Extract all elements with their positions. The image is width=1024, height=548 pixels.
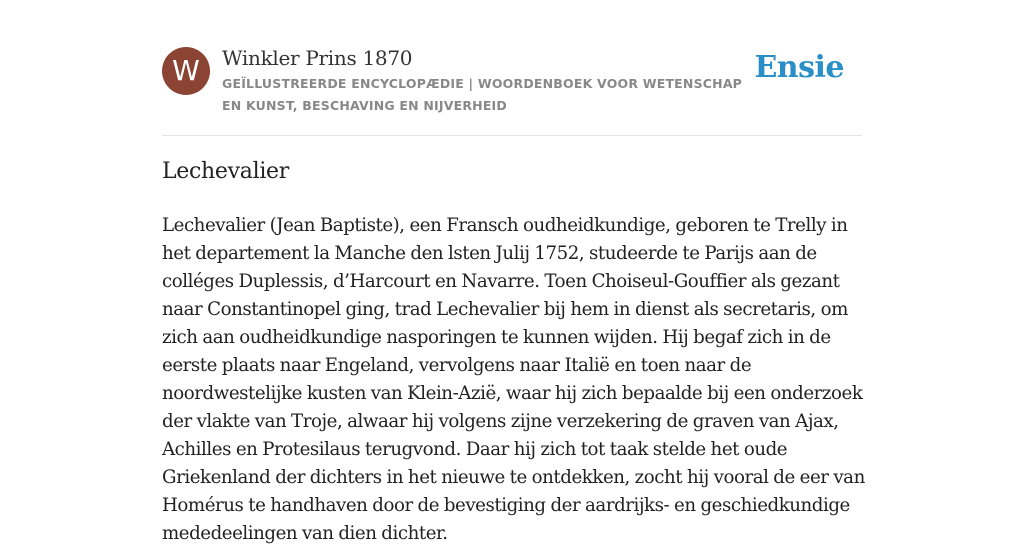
source-subtitle: GEÏLLUSTREERDE ENCYCLOPÆDIE | WOORDENBOEK VOOR WETENSCHAP EN KUNST, BESCHAVING EN NIJVERHEID	[222, 76, 743, 113]
ensie-logo-link[interactable]: Ensie	[754, 50, 844, 85]
source-header	[162, 44, 862, 124]
source-title[interactable]: Winkler Prins 1870	[222, 46, 413, 70]
entry-body: Lechevalier (Jean Baptiste), een Fransch oudheidkundige, geboren te Trelly in het departement la Manche den lsten Julij 1752, studeerde te Parijs aan de colléges Duplessis, d’Harcourt en Navarre. Toen Choiseul-Gouffier als gezant naar Constantinopel ging, trad Lechevalier bij hem in dienst als secretaris, om zich aan oudheidkundige nasporingen te kunnen wijden. Hij begaf zich in de eerste plaats naar Engeland, vervolgens naar Italië en toen naar de noordwestelijke kusten van Klein-Azië, waar hij zich bepaalde bij een onderzoek der vlakte van Troje, alwaar hij volgens zijne verzekering de graven van Ajax, Achilles en Protesilaus terugvond. Daar hij zich tot taak stelde het oude Griekenland der dichters in het nieuwe te ontdekken, zocht hij vooral de eer van Homérus te handhaven door de bevestiging der aardrijks- en geschiedkundige mededeelingen van dien dichter.	[162, 215, 865, 544]
entry-title: Lechevalier	[162, 159, 289, 184]
header-divider	[162, 135, 862, 136]
source-avatar[interactable]: W	[162, 47, 210, 95]
